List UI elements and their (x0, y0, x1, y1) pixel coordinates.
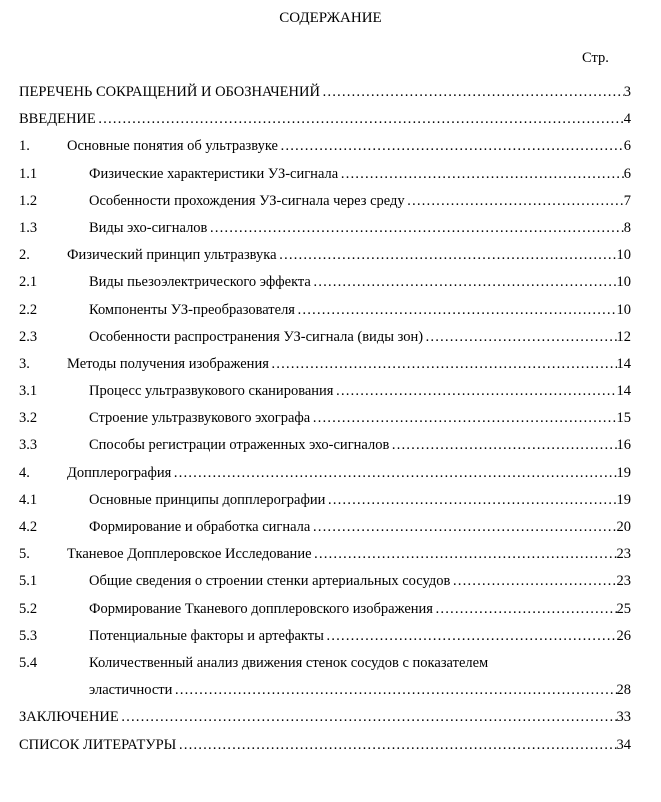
toc-entry-number: 2.3 (19, 328, 38, 345)
toc-entry-page: 23 (616, 546, 631, 563)
toc-entry-text: Физический принцип ультразвука (67, 247, 277, 264)
toc-entry-page: 28 (616, 682, 631, 699)
toc-entry-text: Физические характеристики УЗ-сигнала (89, 165, 339, 182)
leader-dots (178, 737, 616, 754)
leader-dots (280, 138, 624, 155)
toc-entry-number: 5.3 (19, 627, 38, 644)
toc-entry-page: 12 (616, 328, 631, 345)
toc-entry-page: 20 (616, 519, 631, 535)
toc-entry (19, 628, 631, 655)
toc-entry-number: 3. (19, 355, 30, 372)
toc-entry-number: 2. (19, 247, 30, 264)
toc-entry-text: Компоненты УЗ-преобразователя (89, 301, 295, 318)
toc-entry (19, 274, 631, 301)
toc-entry-text: ЗАКЛЮЧЕНИЕ (19, 709, 119, 726)
leader-dots (322, 84, 624, 101)
toc-entry-text: Особенности распространения УЗ-сигнала (виды зон) (89, 328, 424, 345)
leader-dots (335, 383, 616, 400)
toc-entry-text: Виды эхо-сигналов (89, 219, 208, 236)
toc-entry-page: 14 (616, 355, 631, 372)
toc-entry (19, 138, 631, 165)
toc-entry-text: Формирование Тканевого допплеровского изображения (89, 600, 433, 617)
leader-dots (297, 302, 617, 319)
toc-entry-page: 6 (623, 138, 631, 155)
toc-entry-number: 3.2 (19, 410, 38, 427)
toc-entry-number: 4.2 (19, 519, 38, 535)
toc-entry (19, 737, 631, 764)
toc-entry-number: 5.2 (19, 600, 38, 617)
leader-dots (271, 356, 617, 373)
toc-entry (19, 84, 631, 111)
toc-entry (19, 573, 631, 600)
leader-dots (391, 437, 616, 454)
toc-entry-number: 5.4 (19, 654, 38, 671)
leader-dots (340, 166, 624, 183)
toc-entry (19, 329, 631, 356)
toc-entry-number: 5.1 (19, 573, 38, 590)
toc-entry-page: 19 (616, 491, 631, 508)
toc-entry (19, 111, 631, 138)
toc-entry-page: 10 (616, 247, 631, 264)
leader-dots (312, 519, 616, 536)
toc-entry-page: 14 (616, 383, 631, 400)
toc-entry (19, 465, 631, 492)
toc-entry-text: Допплерография (67, 464, 172, 481)
toc-entry-page: 3 (623, 84, 631, 100)
toc-entry-text: Строение ультразвукового эхографа (89, 410, 311, 427)
leader-dots (314, 546, 617, 563)
toc-entry-text: Особенности прохождения УЗ-сигнала через среду (89, 192, 405, 209)
leader-dots (327, 492, 616, 509)
toc-entry-continuation (19, 682, 631, 709)
toc-entry-number: 2.2 (19, 301, 38, 318)
toc-entry-text: Количественный анализ движения стенок сосудов с показателем (89, 654, 489, 671)
toc-entry-number: 3.3 (19, 437, 38, 454)
toc-entry-text: Методы получения изображения (67, 355, 269, 372)
leader-dots (121, 709, 617, 726)
toc-entry-page: 25 (616, 600, 631, 617)
leader-dots (173, 465, 616, 482)
toc-entry (19, 519, 631, 546)
toc-entry-page: 19 (616, 464, 631, 481)
toc-entry-text: Потенциальные факторы и артефакты (89, 627, 324, 644)
toc-entry-number: 4. (19, 464, 30, 481)
toc-entry-text: Основные понятия об ультразвуке (67, 138, 278, 155)
toc-entry-number: 5. (19, 546, 30, 563)
leader-dots (279, 247, 617, 264)
toc-entry-text: СПИСОК ЛИТЕРАТУРЫ (19, 736, 177, 753)
toc-entry (19, 601, 631, 628)
toc-entry (19, 655, 631, 682)
toc-entry-number: 1.3 (19, 219, 38, 236)
toc-entry-text: ВВЕДЕНИЕ (19, 111, 96, 128)
toc-entry-page: 6 (623, 165, 631, 182)
leader-dots (209, 220, 623, 237)
toc-entry-page: 10 (616, 301, 631, 318)
leader-dots (312, 410, 616, 427)
toc-entry (19, 546, 631, 573)
leader-dots (174, 682, 616, 699)
toc-entry (19, 356, 631, 383)
toc-entry-number: 1. (19, 138, 30, 155)
toc-entry-page: 26 (616, 627, 631, 644)
toc-entry-number: 4.1 (19, 491, 38, 508)
toc-entry-text: Основные принципы допплерографии (89, 491, 326, 508)
toc-entry-text: ПЕРЕЧЕНЬ СОКРАЩЕНИЙ И ОБОЗНАЧЕНИЙ (19, 84, 320, 100)
leader-dots (326, 628, 617, 645)
table-of-contents (19, 84, 631, 764)
toc-entry-number: 1.2 (19, 192, 38, 209)
toc-entry-page: 10 (616, 274, 631, 291)
toc-entry (19, 166, 631, 193)
page-column-label: Стр. (582, 50, 609, 66)
toc-entry (19, 247, 631, 274)
leader-dots (425, 329, 616, 346)
leader-dots (435, 601, 617, 618)
leader-dots (313, 274, 617, 291)
toc-entry-text: Формирование и обработка сигнала (89, 519, 311, 535)
toc-entry-page: 8 (623, 219, 631, 236)
toc-entry (19, 709, 631, 736)
toc-entry-number: 1.1 (19, 165, 38, 182)
toc-entry (19, 220, 631, 247)
toc-title: СОДЕРЖАНИЕ (279, 10, 382, 26)
toc-entry-number: 2.1 (19, 274, 38, 291)
toc-entry-text: Виды пьезоэлектрического эффекта (89, 274, 311, 291)
toc-entry-page: 16 (616, 437, 631, 454)
toc-entry-text: Тканевое Допплеровское Исследование (67, 546, 312, 563)
toc-entry-page: 15 (616, 410, 631, 427)
toc-entry-text: Общие сведения о строении стенки артериальных сосудов (89, 573, 451, 590)
toc-entry (19, 383, 631, 410)
toc-entry (19, 437, 631, 464)
toc-entry-text: Процесс ультразвукового сканирования (89, 383, 334, 400)
toc-entry-page: 4 (623, 111, 631, 128)
toc-entry-page: 33 (616, 709, 631, 726)
toc-entry-text: эластичности (89, 682, 173, 699)
toc-entry (19, 302, 631, 329)
toc-entry (19, 193, 631, 220)
leader-dots (407, 193, 624, 210)
toc-entry-page: 23 (616, 573, 631, 590)
toc-entry-page: 7 (623, 192, 631, 209)
leader-dots (98, 111, 624, 128)
toc-entry-text: Способы регистрации отраженных эхо-сигналов (89, 437, 390, 454)
toc-entry-number: 3.1 (19, 383, 38, 400)
toc-entry-page: 34 (616, 736, 631, 753)
toc-entry (19, 410, 631, 437)
toc-entry (19, 492, 631, 519)
leader-dots (452, 573, 616, 590)
